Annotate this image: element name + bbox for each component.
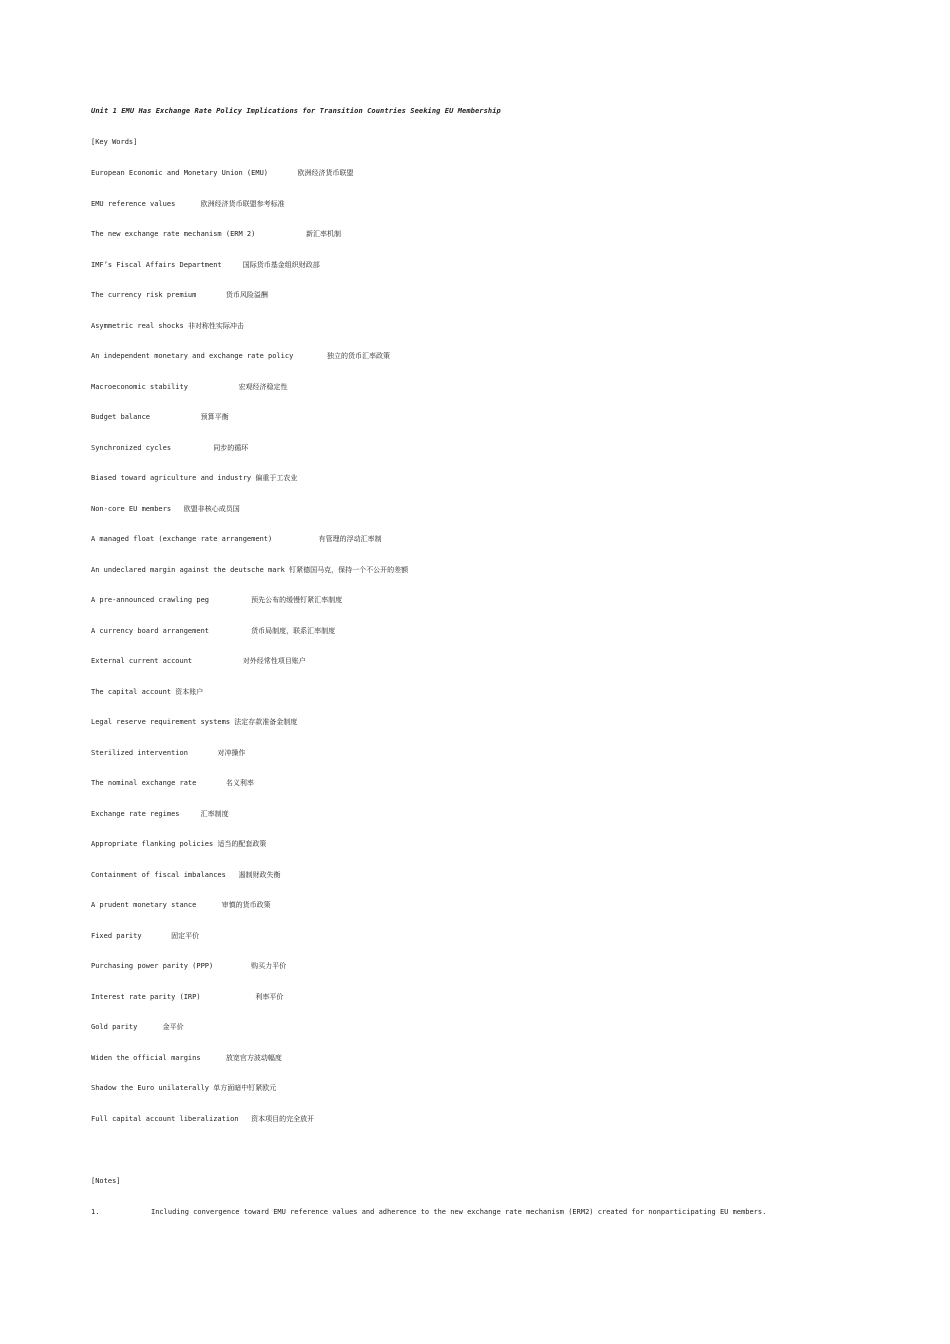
term-chinese: 固定平价 [171,931,200,940]
note-text: Including convergence toward EMU reference values and adherence to the new exchange rate mechanism (ERM2) created for nonparticipating EU members. [151,1208,767,1216]
term-spacer [222,261,243,269]
term-spacer [188,383,239,391]
term-english: The currency risk premium [91,291,197,299]
term-english: Asymmetric real shocks [91,321,184,330]
term-english: European Economic and Monetary Union (EMU) [91,169,269,177]
notes-list [91,1208,766,1216]
term-spacer [209,596,251,604]
note-item [91,1208,766,1216]
keyword-list [91,169,408,1145]
term-english: Interest rate parity (IRP) [91,992,201,1001]
term-chinese: 放宽官方波动幅度 [225,1053,282,1062]
term-english: Macroeconomic stability [91,382,188,391]
term-english: Sterilized intervention [91,748,188,757]
term-english: The nominal exchange rate [91,779,197,787]
keyword-term [91,779,408,810]
term-english: Non-core EU members [91,504,172,513]
keyword-term [91,627,408,658]
term-chinese: 钉紧德国马克，保持一个不公开的差额 [289,565,409,574]
term-english: A currency board arrangement [91,626,210,635]
term-english: Budget balance [91,413,151,421]
term-english: Fixed parity [91,931,142,940]
term-spacer [196,901,221,909]
note-number: 1. [91,1208,100,1216]
term-chinese: 资本账户 [175,687,204,696]
keyword-term [91,230,408,261]
keyword-term [91,444,408,475]
term-english: EMU reference values [91,199,176,208]
term-chinese: 利率平价 [255,992,284,1001]
term-chinese: 法定存款准备金制度 [234,718,298,726]
keyword-term [91,932,408,963]
term-spacer [188,749,218,757]
term-spacer [213,962,251,970]
keywords-heading: [Key Words] [91,138,138,146]
term-spacer [209,627,251,635]
keyword-term [91,1023,408,1054]
term-english: Containment of fiscal imbalances [91,870,226,879]
term-english: An undeclared margin against the deutsche mark [91,565,285,574]
term-chinese: 货币局制度，联系汇率制度 [251,626,336,635]
keyword-term [91,413,408,444]
term-chinese: 名义利率 [225,779,254,787]
term-spacer [196,779,226,787]
term-english: External current account [91,657,193,665]
term-spacer [272,535,318,543]
keyword-term [91,200,408,231]
document-title: Unit 1 EMU Has Exchange Rate Policy Implications for Transition Countries Seeking EU Membership [91,107,501,115]
keyword-term [91,718,408,749]
term-english: Legal reserve requirement systems [91,718,231,726]
term-chinese: 欧盟非核心成员国 [183,504,240,513]
term-spacer [137,1023,162,1031]
keyword-term [91,688,408,719]
keyword-term [91,322,408,353]
term-spacer [293,352,327,360]
term-chinese: 同步的循环 [213,443,249,452]
keyword-term [91,291,408,322]
term-chinese: 独立的货币汇率政策 [327,352,391,360]
term-english: A managed float (exchange rate arrangement) [91,535,273,543]
term-chinese: 新汇率机制 [305,230,341,238]
keyword-term [91,596,408,627]
keyword-term [91,169,408,200]
keyword-term [91,566,408,597]
keyword-term [91,657,408,688]
term-english: Purchasing power parity (PPP) [91,962,214,970]
term-spacer [142,932,172,940]
notes-heading: [Notes] [91,1177,121,1185]
term-chinese: 欧洲经济货币联盟 [297,169,354,177]
term-spacer [196,291,226,299]
keyword-term [91,474,408,505]
keyword-term [91,749,408,780]
term-spacer [255,230,306,238]
term-english: Widen the official margins [91,1053,201,1062]
keyword-term [91,352,408,383]
term-chinese: 国际货币基金组织财政部 [242,260,320,269]
term-chinese: 有管理的浮动汇率制 [318,535,382,543]
term-chinese: 欧洲经济货币联盟参考标准 [200,199,285,208]
term-spacer [171,505,184,513]
keyword-term [91,1115,408,1146]
keyword-term [91,810,408,841]
term-spacer [171,444,213,452]
term-chinese: 宏观经济稳定性 [238,382,288,391]
term-chinese: 购买力平价 [251,962,287,970]
term-spacer [268,169,298,177]
term-spacer [201,1054,226,1062]
term-chinese: 对冲操作 [217,748,246,757]
term-spacer [239,1115,252,1123]
term-spacer [175,200,200,208]
keyword-term [91,383,408,414]
term-english: Full capital account liberalization [91,1114,239,1123]
term-chinese: 预先公布的缓慢钉紧汇率制度 [251,596,343,604]
term-spacer [192,657,243,665]
keyword-term [91,901,408,932]
term-chinese: 预算平衡 [200,413,229,421]
term-chinese: 单方面暗中钉紧欧元 [213,1084,277,1092]
keyword-term [91,840,408,871]
term-spacer [226,871,239,879]
keyword-term [91,1054,408,1085]
term-chinese: 偏重于工农业 [255,474,298,482]
term-english: Gold parity [91,1023,138,1031]
term-chinese: 货币风险溢酬 [225,291,268,299]
keyword-term [91,1084,408,1115]
term-chinese: 审慎的货币政策 [221,901,271,909]
keyword-term [91,993,408,1024]
term-english: Biased toward agriculture and industry [91,474,252,482]
keyword-term [91,962,408,993]
term-english: Exchange rate regimes [91,809,180,818]
keyword-term [91,505,408,536]
term-english: Appropriate flanking policies [91,840,214,848]
term-english: A pre-announced crawling peg [91,596,210,604]
term-english: Synchronized cycles [91,443,172,452]
term-english: Shadow the Euro unilaterally [91,1084,210,1092]
term-english: A prudent monetary stance [91,901,197,909]
term-chinese: 资本项目的完全放开 [251,1114,315,1123]
term-english: The new exchange rate mechanism (ERM 2) [91,230,256,238]
term-english: An independent monetary and exchange rate policy [91,352,294,360]
term-spacer [150,413,201,421]
keyword-term [91,535,408,566]
term-chinese: 汇率制度 [200,809,229,818]
term-chinese: 对外经常性项目账户 [242,657,306,665]
term-chinese: 适当的配套政策 [217,840,267,848]
term-spacer [180,810,201,818]
term-chinese: 遏制财政失衡 [238,870,281,879]
term-chinese: 金平价 [162,1023,184,1031]
term-english: IMF’s Fiscal Affairs Department [91,260,222,269]
term-chinese: 非对称性实际冲击 [187,321,244,330]
term-english: The capital account [91,687,172,696]
term-spacer [201,993,256,1001]
keyword-term [91,261,408,292]
keyword-term [91,871,408,902]
